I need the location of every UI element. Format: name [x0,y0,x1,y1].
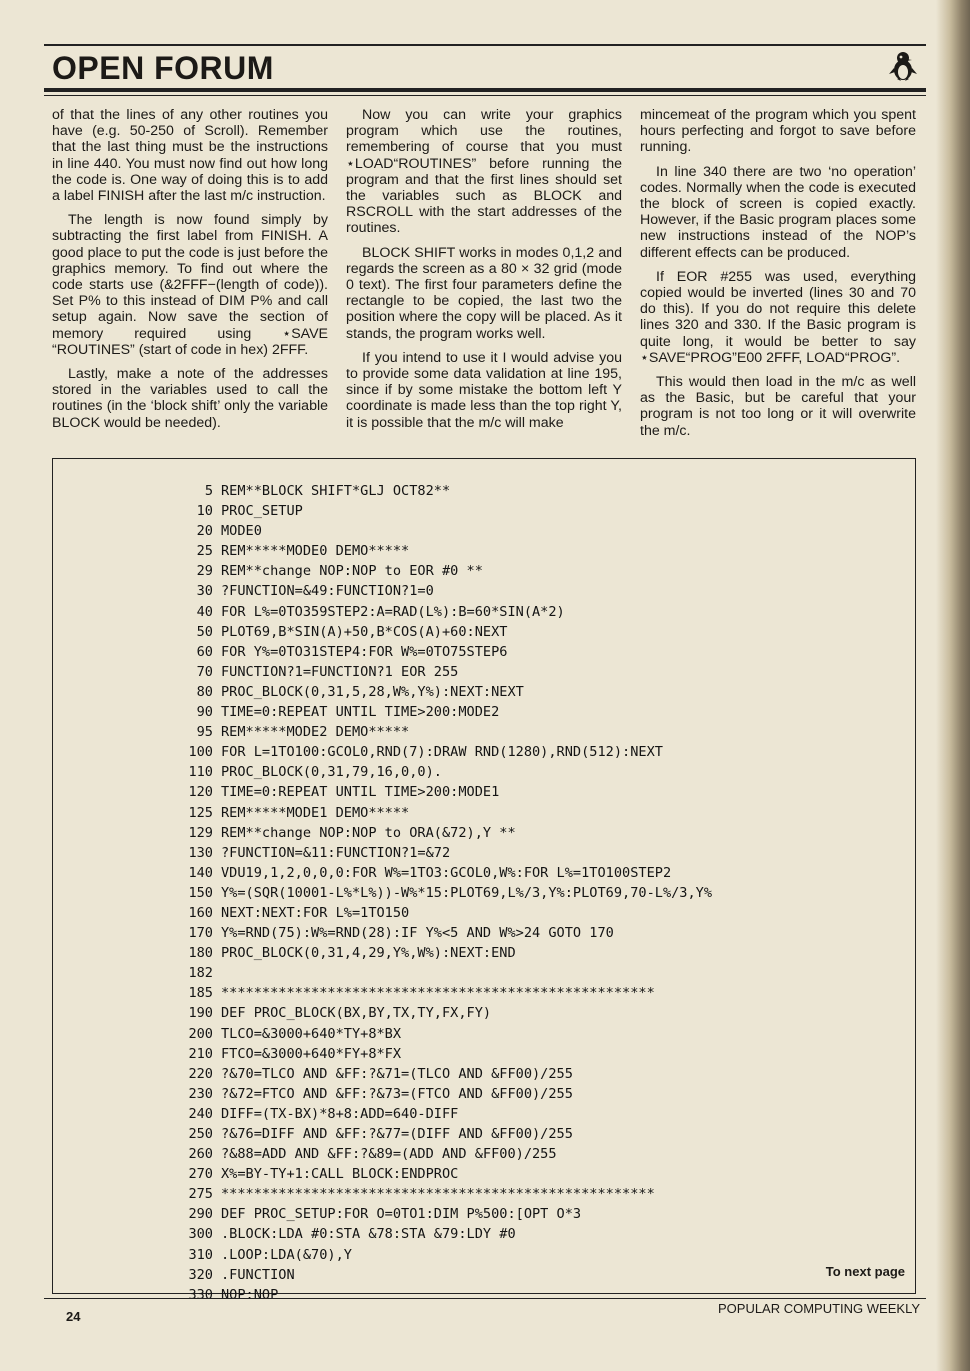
line-number: 180 [188,945,213,962]
code-line [183,1104,712,1124]
continuation-note: To next page [825,1264,905,1279]
code-line [183,1245,712,1265]
line-code: .LOOP:LDA(&70),Y [221,1246,352,1263]
code-line [183,803,712,823]
line-code: ?&70=TLCO AND &FF:?&71=(TLCO AND &FF00)/255 [221,1065,573,1082]
line-number: 90 [196,704,213,721]
line-code: MODE0 [221,523,262,540]
line-code: REM*****MODE2 DEMO***** [221,724,410,741]
top-rule [44,44,926,46]
line-number: 182 [188,965,213,982]
paragraph: of that the lines of any other routines you have (e.g. 50-250 of Scroll). Remember that the last thing must be the instructions in line 440. You must now find out how long the code is. One way of doing this is to add a label FINISH after the last m/c instruction. [52,107,328,205]
code-line [183,863,712,883]
line-code: .BLOCK:LDA #0:STA &78:STA &79:LDY #0 [221,1226,516,1243]
code-line [183,903,712,923]
code-line [183,1024,712,1044]
code-listing [183,481,712,1305]
line-number: 5 [204,483,213,499]
line-code: PROC_SETUP [221,503,303,520]
paragraph: The length is now found simply by subtracting the first label from FINISH. A good place to put the code is just before the graphics memory. To find out where the code starts use (&2FFF−(length of code)). Set P% to this instead of DIM P% and call setup again. Now save the section of memory required using ⋆SAVE “ROUTINES” (start of code in hex) 2FFF. [52,212,328,358]
code-line [183,923,712,943]
line-number: 70 [196,663,213,680]
code-line [183,782,712,802]
program-listing [52,458,916,1303]
line-number: 290 [188,1206,213,1223]
code-line [183,501,712,521]
page-number: 24 [66,1309,81,1324]
code-line [183,561,712,581]
header-rule [44,88,926,92]
line-number: 25 [196,543,213,560]
line-number: 310 [188,1246,213,1263]
line-number: 129 [188,824,213,841]
line-number: 80 [196,683,213,700]
line-number: 300 [188,1226,213,1243]
line-code: TLCO=&3000+640*TY+8*BX [221,1025,402,1042]
code-line [183,943,712,963]
code-line [183,662,712,682]
code-line [183,1044,712,1064]
code-line [183,1204,712,1224]
paragraph: In line 340 there are two ‘no operation’ codes. Normally when the code is executed the block of screen is copied exactly. However, if the Basic program places some new instructions instead of the NOP’s different effects can be produced. [640,163,916,261]
code-line [183,642,712,662]
line-number: 185 [188,985,213,1002]
line-number: 20 [196,523,213,540]
line-number: 240 [188,1105,213,1122]
code-line [183,722,712,742]
article-column-1 [52,107,328,455]
line-number: 200 [188,1025,213,1042]
line-number: 10 [196,503,213,520]
paragraph: Lastly, make a note of the addresses stored in the variables used to call the routines (in the ‘block shift’ only the variable BLOCK would be needed). [52,366,328,431]
code-line [183,702,712,722]
line-code: ?FUNCTION=&49:FUNCTION?1=0 [221,583,434,600]
line-code: FTCO=&3000+640*FY+8*FX [221,1045,402,1062]
binding-spine [936,0,970,1371]
line-number: 260 [188,1146,213,1163]
line-code: NOP:NOP [221,1286,279,1303]
article-column-3 [640,107,916,455]
line-code: ?&76=DIFF AND &FF:?&77=(DIFF AND &FF00)/255 [221,1126,573,1142]
line-code: Y%=(SQR(10001-L%*L%))-W%*15:PLOT69,L%/3,Y%:PLOT69,70-L%/3,Y% [221,884,713,901]
line-code: .FUNCTION [221,1266,295,1283]
line-code: ***************************************************** [221,1186,655,1203]
paragraph: mincemeat of the program which you spent hours perfecting and forgot to save before running. [640,107,916,156]
line-code: X%=BY-TY+1:CALL BLOCK:ENDPROC [221,1166,459,1183]
line-number: 320 [188,1266,213,1283]
line-number: 250 [188,1126,213,1142]
line-code: FOR L%=0TO359STEP2:A=RAD(L%):B=60*SIN(A*2) [221,603,565,620]
line-number: 220 [188,1065,213,1082]
line-code: PLOT69,B*SIN(A)+50,B*COS(A)+60:NEXT [221,623,508,640]
code-line [183,883,712,903]
line-code: DIFF=(TX-BX)*8+8:ADD=640-DIFF [221,1105,459,1122]
code-line [183,1124,712,1144]
line-code: FOR L=1TO100:GCOL0,RND(7):DRAW RND(1280),RND(512):NEXT [221,744,663,761]
line-code: Y%=RND(75):W%=RND(28):IF Y%<5 AND W%>24 GOTO 170 [221,925,614,942]
line-number: 330 [188,1286,213,1303]
code-line [183,1003,712,1023]
code-line [183,983,712,1003]
line-code: TIME=0:REPEAT UNTIL TIME>200:MODE1 [221,784,500,801]
line-number: 40 [196,603,213,620]
line-code: ?&72=FTCO AND &FF:?&73=(FTCO AND &FF00)/255 [221,1085,573,1102]
line-code: REM**change NOP:NOP to ORA(&72),Y ** [221,824,516,841]
code-line [183,682,712,702]
code-line [183,1144,712,1164]
code-line [183,481,712,501]
magazine-name: POPULAR COMPUTING WEEKLY [717,1301,920,1316]
line-number: 30 [196,583,213,600]
line-code: TIME=0:REPEAT UNTIL TIME>200:MODE2 [221,704,500,721]
line-number: 150 [188,884,213,901]
code-line [183,1184,712,1204]
code-line [183,602,712,622]
line-number: 210 [188,1045,213,1062]
header-subrule [44,95,926,96]
line-number: 275 [188,1186,213,1203]
line-number: 100 [188,744,213,761]
paragraph: If you intend to use it I would advise you to provide some data validation at line 195, since if by some mistake the bottom left Y coordinate is made less than the top right Y, it is possible that the m/c will make [346,349,622,431]
line-code: ***************************************************** [221,985,655,1002]
line-number: 140 [188,864,213,881]
code-line [183,1224,712,1244]
code-line [183,1064,712,1084]
article-column-2 [346,107,622,455]
line-code: REM*****MODE1 DEMO***** [221,804,410,821]
penguin-mascot-icon [888,50,918,82]
line-code: VDU19,1,2,0,0,0:FOR W%=1TO3:GCOL0,W%:FOR L%=1TO100STEP2 [221,864,672,881]
line-code: ?FUNCTION=&11:FUNCTION?1=&72 [221,844,451,861]
footer-rule [44,1298,926,1299]
code-line [183,622,712,642]
line-code: NEXT:NEXT:FOR L%=1TO150 [221,904,410,921]
code-line [183,521,712,541]
code-line [183,541,712,561]
section-title: OPEN FORUM [52,50,274,86]
code-line [183,823,712,843]
line-number: 110 [188,764,213,781]
paragraph: This would then load in the m/c as well as the Basic, but be careful that your program is not too long or it will overwrite the m/c. [640,374,916,439]
line-number: 230 [188,1085,213,1102]
line-code: DEF PROC_BLOCK(BX,BY,TX,TY,FX,FY) [221,1005,492,1022]
code-line [183,1084,712,1104]
code-line [183,762,712,782]
article-columns [52,107,916,455]
line-number: 60 [196,643,213,660]
line-code: REM*****MODE0 DEMO***** [221,543,410,560]
line-number: 120 [188,784,213,801]
line-code: DEF PROC_SETUP:FOR O=0TO1:DIM P%500:[OPT O*3 [221,1206,582,1223]
paragraph: Now you can write your graphics program which use the routines, remembering of course that you must ⋆LOAD“ROUTINES” before running the program and that the first lines should set the variables such as BLOCK and RSCROLL with the start addresses of the routines. [346,107,622,237]
line-number: 270 [188,1166,213,1183]
paragraph: If EOR #255 was used, everything copied would be inverted (lines 30 and 70 do this). If you do not require this delete lines 320 and 330. If the Basic program is quite long, it would be better to say ⋆SAVE“PROG”E00 2FFF, LOAD“PROG”. [640,268,916,366]
line-number: 160 [188,904,213,921]
line-number: 50 [196,623,213,640]
line-code: REM**BLOCK SHIFT*GLJ OCT82** [221,483,451,499]
line-code: PROC_BLOCK(0,31,4,29,Y%,W%):NEXT:END [221,945,516,962]
code-line [183,581,712,601]
line-code: PROC_BLOCK(0,31,5,28,W%,Y%):NEXT:NEXT [221,683,524,700]
line-code: FOR Y%=0TO31STEP4:FOR W%=0TO75STEP6 [221,643,508,660]
code-line [183,1265,712,1285]
code-line [183,843,712,863]
line-code: ?&88=ADD AND &FF:?&89=(ADD AND &FF00)/255 [221,1146,557,1163]
code-line [183,742,712,762]
line-number: 125 [188,804,213,821]
line-code: FUNCTION?1=FUNCTION?1 EOR 255 [221,663,459,680]
code-line [183,1164,712,1184]
code-line [183,963,712,983]
line-code: REM**change NOP:NOP to EOR #0 ** [221,563,483,580]
line-code: PROC_BLOCK(0,31,79,16,0,0). [221,764,442,781]
line-number: 29 [196,563,213,580]
line-number: 130 [188,844,213,861]
line-number: 95 [196,724,213,741]
line-number: 170 [188,925,213,942]
line-number: 190 [188,1005,213,1022]
paragraph: BLOCK SHIFT works in modes 0,1,2 and regards the screen as a 80 × 32 grid (mode 0 text). The first four parameters define the rectangle to be copied, the last two the position where the copy will be placed. As it stands, the program works well. [346,244,622,342]
code-line [183,1285,712,1305]
